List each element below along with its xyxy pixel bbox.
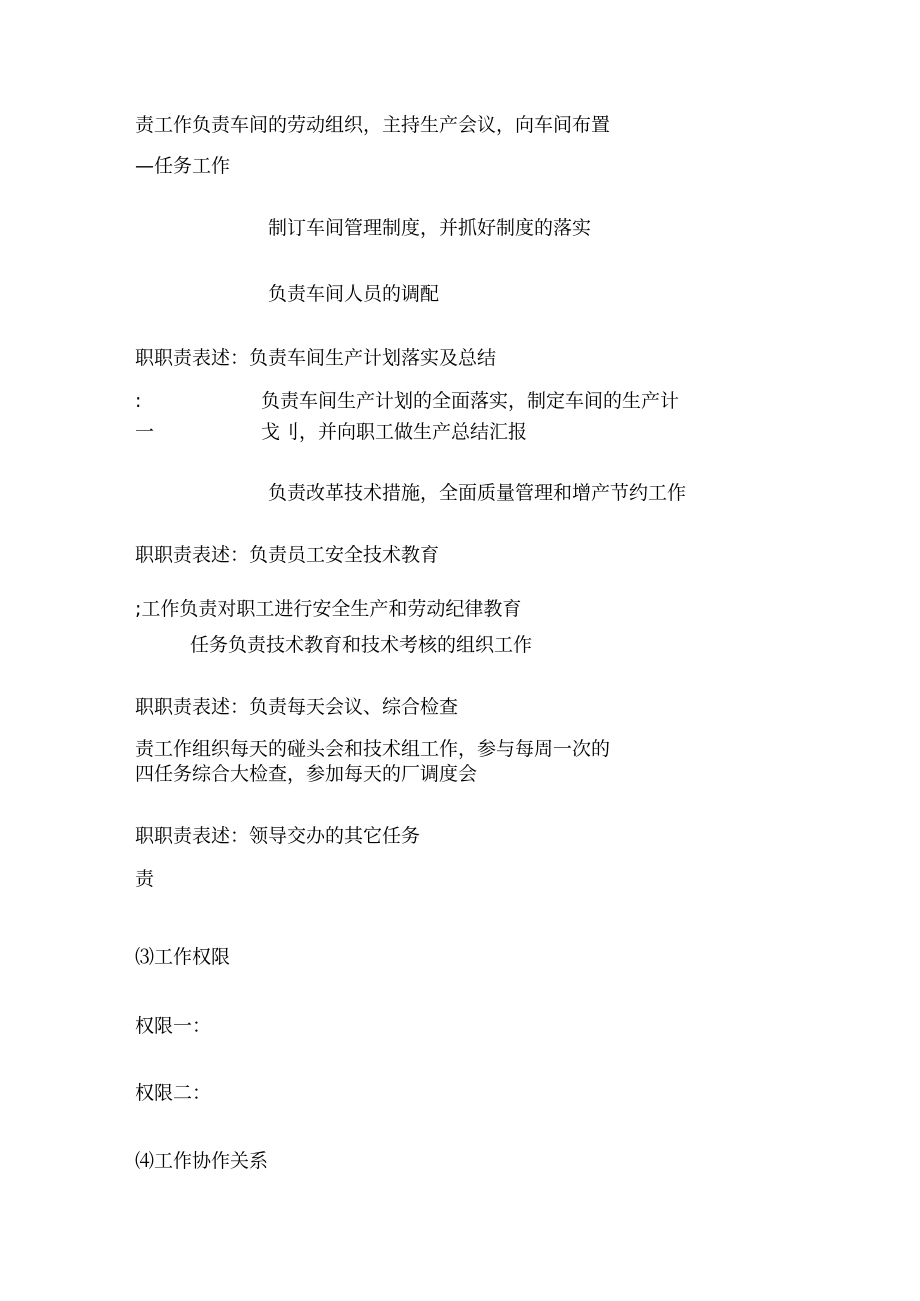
- text-line: 一: [135, 421, 155, 443]
- section-heading: ⑶工作权限: [135, 946, 231, 968]
- text-line: 任务负责技术教育和技术考核的组织工作: [190, 634, 533, 656]
- text-line: 权限二：: [135, 1082, 212, 1104]
- text-line: 制订车间管理制度，并抓好制度的落实: [268, 217, 592, 239]
- text-line: 四任务综合大检查，参加每天的厂调度会: [135, 763, 478, 785]
- text-line: 权限一：: [135, 1015, 212, 1037]
- text-line: 职职责表述：领导交办的其它任务: [135, 825, 421, 847]
- text-line: 负责车间生产计划的全面落实，制定车间的生产计: [261, 390, 680, 412]
- text-line: 责工作组织每天的碰头会和技术组工作，参与每周一次的: [135, 738, 611, 760]
- text-line: —任务工作: [135, 155, 231, 177]
- text-line: 职职责表述：负责每天会议、综合检查: [135, 696, 459, 718]
- text-line: 负责车间人员的调配: [268, 283, 440, 305]
- text-line: 负责改革技术措施，全面质量管理和增产节约工作: [268, 482, 687, 504]
- text-line: 戈刂，并向职工做生产总结汇报: [261, 421, 528, 443]
- text-line: 职职责表述：负责员工安全技术教育: [135, 544, 440, 566]
- text-line: 责工作负责车间的劳动组织，主持生产会议，向车间布置: [135, 114, 611, 136]
- text-line: 责: [135, 868, 155, 890]
- text-line: ;工作负责对职工进行安全生产和劳动纪律教育: [135, 598, 522, 620]
- text-line: :: [135, 390, 142, 412]
- text-line: 职职责表述：负责车间生产计划落实及总结: [135, 347, 497, 369]
- section-heading: ⑷工作协作关系: [135, 1150, 269, 1172]
